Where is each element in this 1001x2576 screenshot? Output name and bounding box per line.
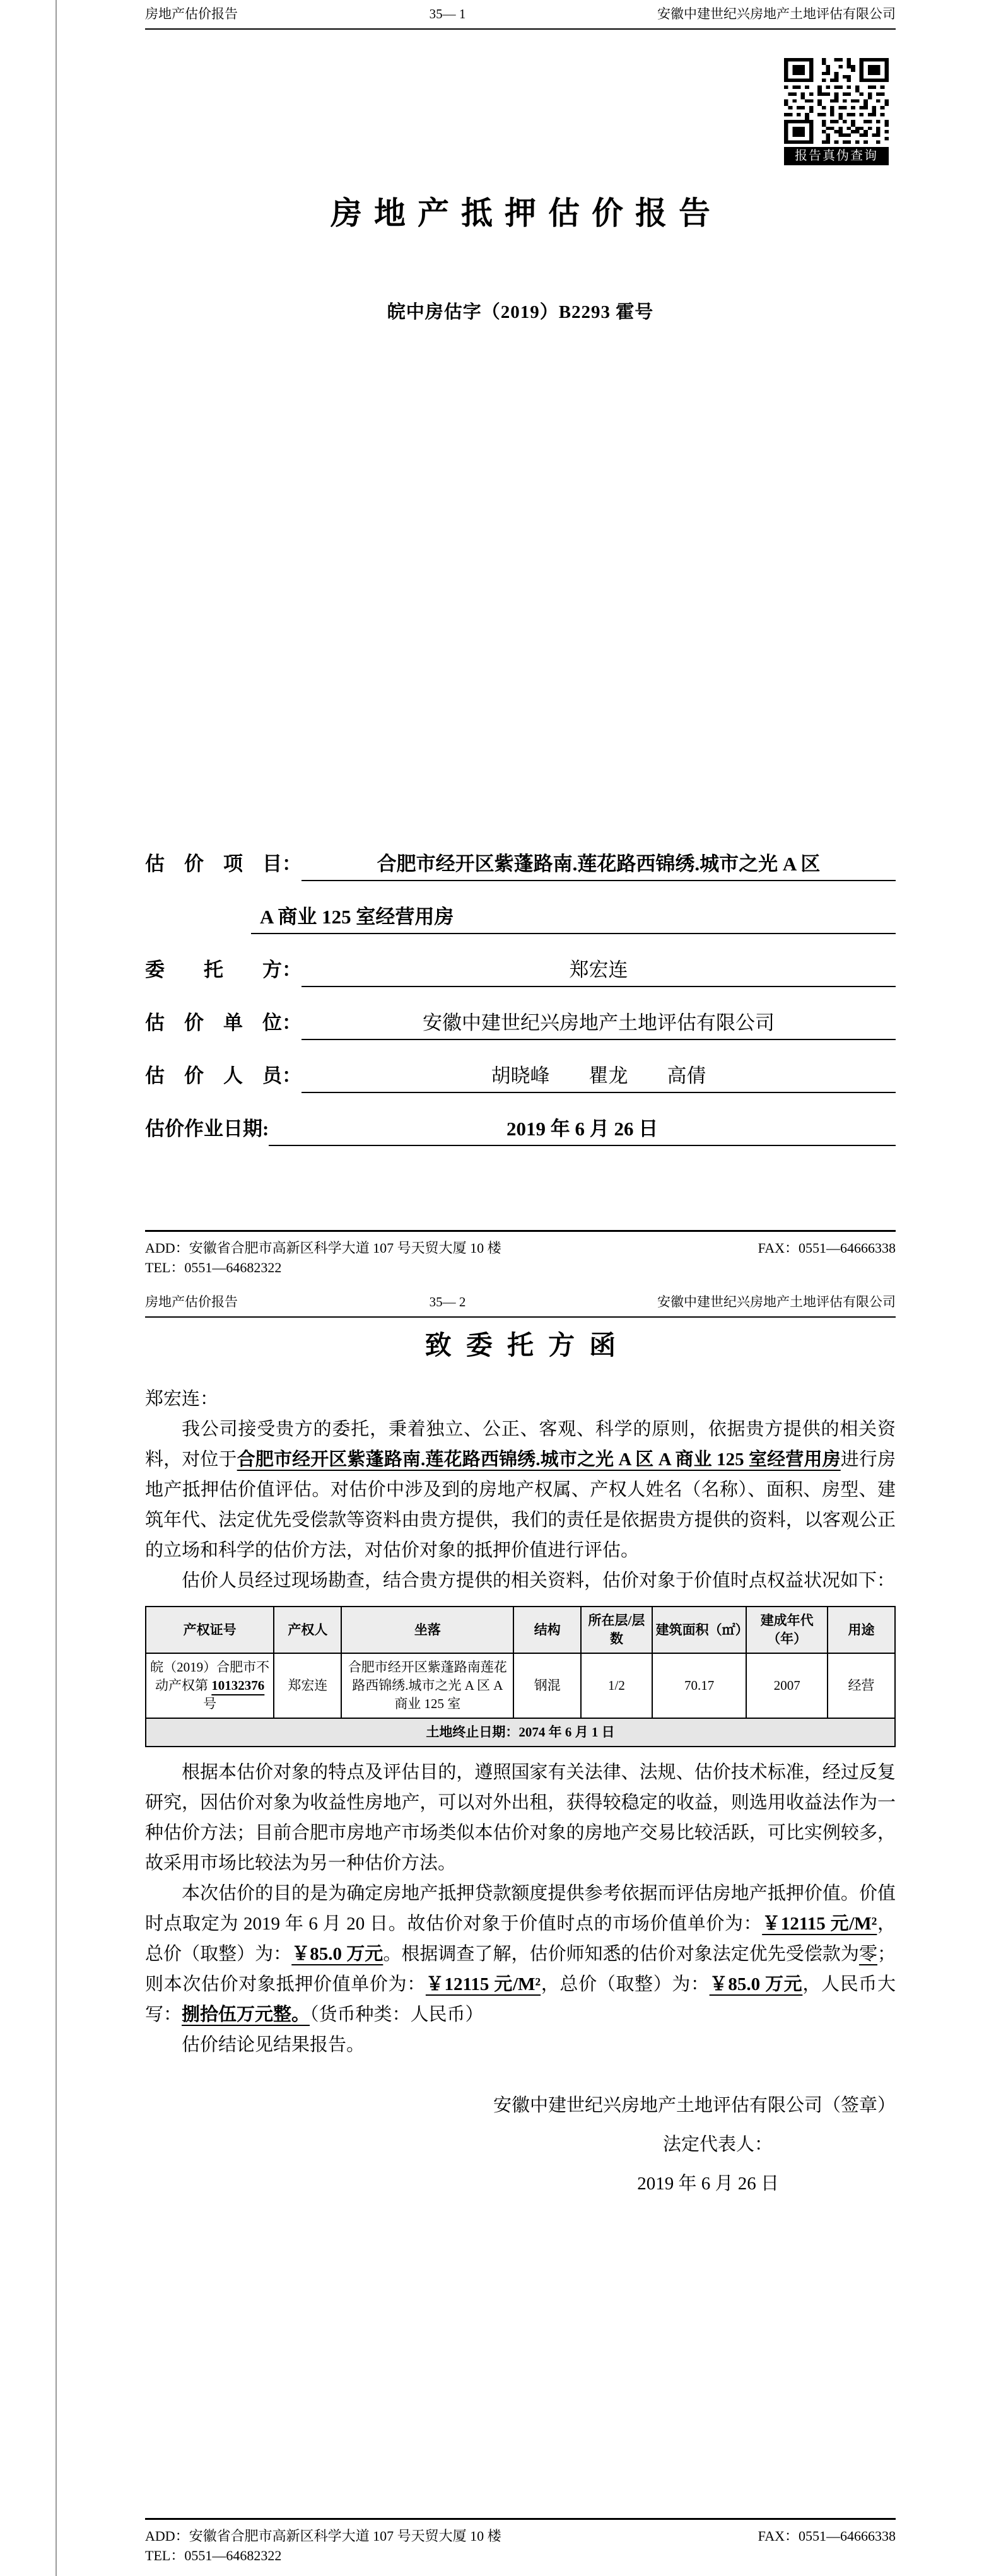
- field-staff: [145, 1060, 896, 1093]
- footer-tel: TEL：0551—64682322: [145, 2548, 282, 2563]
- cert-prefix: 皖（2019）合肥市不动产权第: [150, 1660, 270, 1693]
- paragraph-text: ，人民币大写：: [145, 1974, 896, 2025]
- page-header: [145, 1292, 896, 1318]
- letter-page: [0, 1288, 1001, 2576]
- property-rights-table: [145, 1606, 896, 1747]
- paragraph-text: 进行房地产抵押估价值评估。对估价中涉及到的房地产权属、产权人姓名（名称）、面积、房型、建筑年代、法定优先受偿款等资料由贵方提供，我们的责任是依据贵方提供的资料，以客观公正的立场和科学的估价方法，对估价对象的抵押价值进行评估。: [145, 1449, 896, 1560]
- cert-number: 10132376: [211, 1678, 265, 1693]
- page-header: [145, 4, 896, 30]
- scan-edge-line: [56, 0, 57, 1288]
- paragraph-text: ，总价（取整）为：: [541, 1974, 710, 1994]
- letter-paragraph-4: [145, 1878, 896, 2030]
- signature-block: [145, 2090, 896, 2199]
- mortgage-unit-price-value: ￥12115 元/M²: [425, 1974, 541, 1994]
- field-project-value-line1: 合肥市经开区紫蓬路南.莲花路西锦绣.城市之光 A 区: [301, 848, 896, 881]
- letter-salutation: 郑宏连：: [145, 1389, 219, 1409]
- paragraph-text: 我公司接受贵方的委托，秉着独立、公正、客观、科学的原则，依据贵方提供的相关资料，对位于: [145, 1419, 896, 1470]
- paragraph-text: 本次估价的目的是为确定房地产抵押贷款额度提供参考依据而评估房地产抵押价值。价值时点取定为 2019 年 6 月 20 日。故估价对象于价值时点的市场价值单价为：: [145, 1883, 896, 1934]
- cover-fields: [145, 848, 896, 1166]
- letter-title: 致委托方函: [424, 1332, 631, 1361]
- signature-legal-representative: 法定代表人：: [662, 2134, 773, 2155]
- cell-area: 70.17: [652, 1653, 747, 1718]
- qr-caption: 报告真伪查询: [784, 147, 889, 165]
- field-work-date: [145, 1113, 896, 1146]
- paragraph-text: ，总价（取整）为：: [145, 1914, 896, 1964]
- page-footer: [145, 1230, 896, 1277]
- cell-use: 经营: [828, 1653, 895, 1718]
- footer-fax: FAX：0551—64666338: [758, 1240, 896, 1256]
- report-doc-number: 皖中房估字（2019）B2293 霍号: [387, 302, 654, 322]
- unit-price-value: ￥12115 元/M²: [762, 1914, 877, 1934]
- qr-block: [784, 58, 889, 165]
- table-header-cert: 产权证号: [146, 1607, 274, 1653]
- paragraph-text: （货币种类：人民币）: [310, 2005, 484, 2025]
- header-company-name: 安徽中建世纪兴房地产土地评估有限公司: [657, 1294, 896, 1309]
- footer-tel: TEL：0551—64682322: [145, 1260, 282, 1275]
- table-row: [146, 1653, 895, 1718]
- field-client-label: 委 托 方：: [145, 959, 301, 981]
- letter-paragraph-2: 估价人员经过现场勘查，结合贵方提供的相关资料，估价对象于价值时点权益状况如下：: [182, 1571, 896, 1591]
- paragraph-text: ；则本次估价对象抵押价值单价为：: [145, 1944, 896, 1994]
- scan-edge-line: [56, 1288, 57, 2576]
- table-header-location: 坐落: [341, 1607, 513, 1653]
- mortgage-total-price-value: ￥85.0 万元: [709, 1974, 803, 1994]
- cert-suffix: 号: [203, 1696, 217, 1711]
- qr-code-icon: [784, 58, 889, 144]
- field-work-date-value: 2019 年 6 月 26 日: [269, 1113, 896, 1146]
- field-work-date-label: 估价作业日期:: [145, 1118, 269, 1140]
- footer-address: ADD：安徽省合肥市高新区科学大道 107 号天贸大厦 10 楼: [145, 1240, 501, 1256]
- paragraph-text: 。根据调查了解，估价师知悉的估价对象法定优先受偿款为: [383, 1944, 859, 1964]
- field-staff-label: 估 价 人 员：: [145, 1065, 301, 1087]
- signature-company: 安徽中建世纪兴房地产土地评估有限公司（签章）: [493, 2095, 896, 2116]
- header-report-type: 房地产估价报告: [145, 1294, 238, 1309]
- report-title: 房地产抵押估价报告: [331, 196, 722, 231]
- table-header-floor: 所在层/层数: [581, 1607, 652, 1653]
- property-name-emphasis: 合肥市经开区紫蓬路南.莲花路西锦绣.城市之光 A 区 A 商业 125 室经营用房: [237, 1449, 841, 1470]
- table-header-year: 建成年代（年）: [746, 1607, 827, 1653]
- amount-in-words: 捌拾伍万元整。: [182, 2005, 310, 2025]
- page-footer: [145, 2518, 896, 2565]
- signature-date: 2019 年 6 月 26 日: [637, 2174, 779, 2194]
- field-agency: [145, 1007, 896, 1040]
- cell-land-expiry: 土地终止日期：2074 年 6 月 1 日: [146, 1718, 895, 1747]
- letter-paragraph-3: 根据本估价对象的特点及评估目的，遵照国家有关法律、法规、估价技术标准，经过反复研究，因估价对象为收益性房地产，可以对外出租，获得较稳定的收益，则选用收益法作为一种估价方法；目前合肥市房地产市场类似本估价对象的房地产交易比较活跃，可比实例较多，故采用市场比较法为另一种估价方法。: [145, 1762, 896, 1873]
- priority-claim-value: 零: [858, 1944, 877, 1964]
- total-price-value: ￥85.0 万元: [291, 1944, 383, 1964]
- land-expiry-row: [146, 1718, 895, 1747]
- table-header-use: 用途: [828, 1607, 895, 1653]
- letter-paragraph-1: [145, 1414, 896, 1566]
- field-project: [145, 848, 896, 881]
- letter-body: [145, 1384, 896, 2199]
- footer-address: ADD：安徽省合肥市高新区科学大道 107 号天贸大厦 10 楼: [145, 2528, 501, 2544]
- field-agency-value: 安徽中建世纪兴房地产土地评估有限公司: [301, 1007, 896, 1040]
- cell-structure: 钢混: [513, 1653, 581, 1718]
- field-client-value: 郑宏连: [301, 954, 896, 987]
- cell-floor: 1/2: [581, 1653, 652, 1718]
- cell-owner: 郑宏连: [274, 1653, 341, 1718]
- header-report-type: 房地产估价报告: [145, 6, 238, 21]
- cell-year: 2007: [746, 1653, 827, 1718]
- letter-paragraph-5: 估价结论见结果报告。: [182, 2035, 365, 2055]
- header-page-number: 35— 2: [429, 1294, 466, 1309]
- header-company-name: 安徽中建世纪兴房地产土地评估有限公司: [657, 6, 896, 21]
- footer-fax: FAX：0551—64666338: [758, 2528, 896, 2544]
- table-header-structure: 结构: [513, 1607, 581, 1653]
- cell-cert: [146, 1653, 274, 1718]
- table-header-owner: 产权人: [274, 1607, 341, 1653]
- header-page-number: 35— 1: [429, 6, 466, 21]
- field-agency-label: 估 价 单 位：: [145, 1012, 301, 1034]
- field-project-label: 估 价 项 目：: [145, 853, 301, 875]
- field-client: [145, 954, 896, 987]
- table-header-row: [146, 1607, 895, 1653]
- field-project-value-line2: A 商业 125 室经营用房: [251, 901, 896, 934]
- table-header-area: 建筑面积（㎡）: [652, 1607, 747, 1653]
- cell-location: 合肥市经开区紫蓬路南莲花路西锦绣.城市之光 A 区 A 商业 125 室: [341, 1653, 513, 1718]
- field-staff-value: 胡晓峰 瞿龙 高倩: [301, 1060, 896, 1093]
